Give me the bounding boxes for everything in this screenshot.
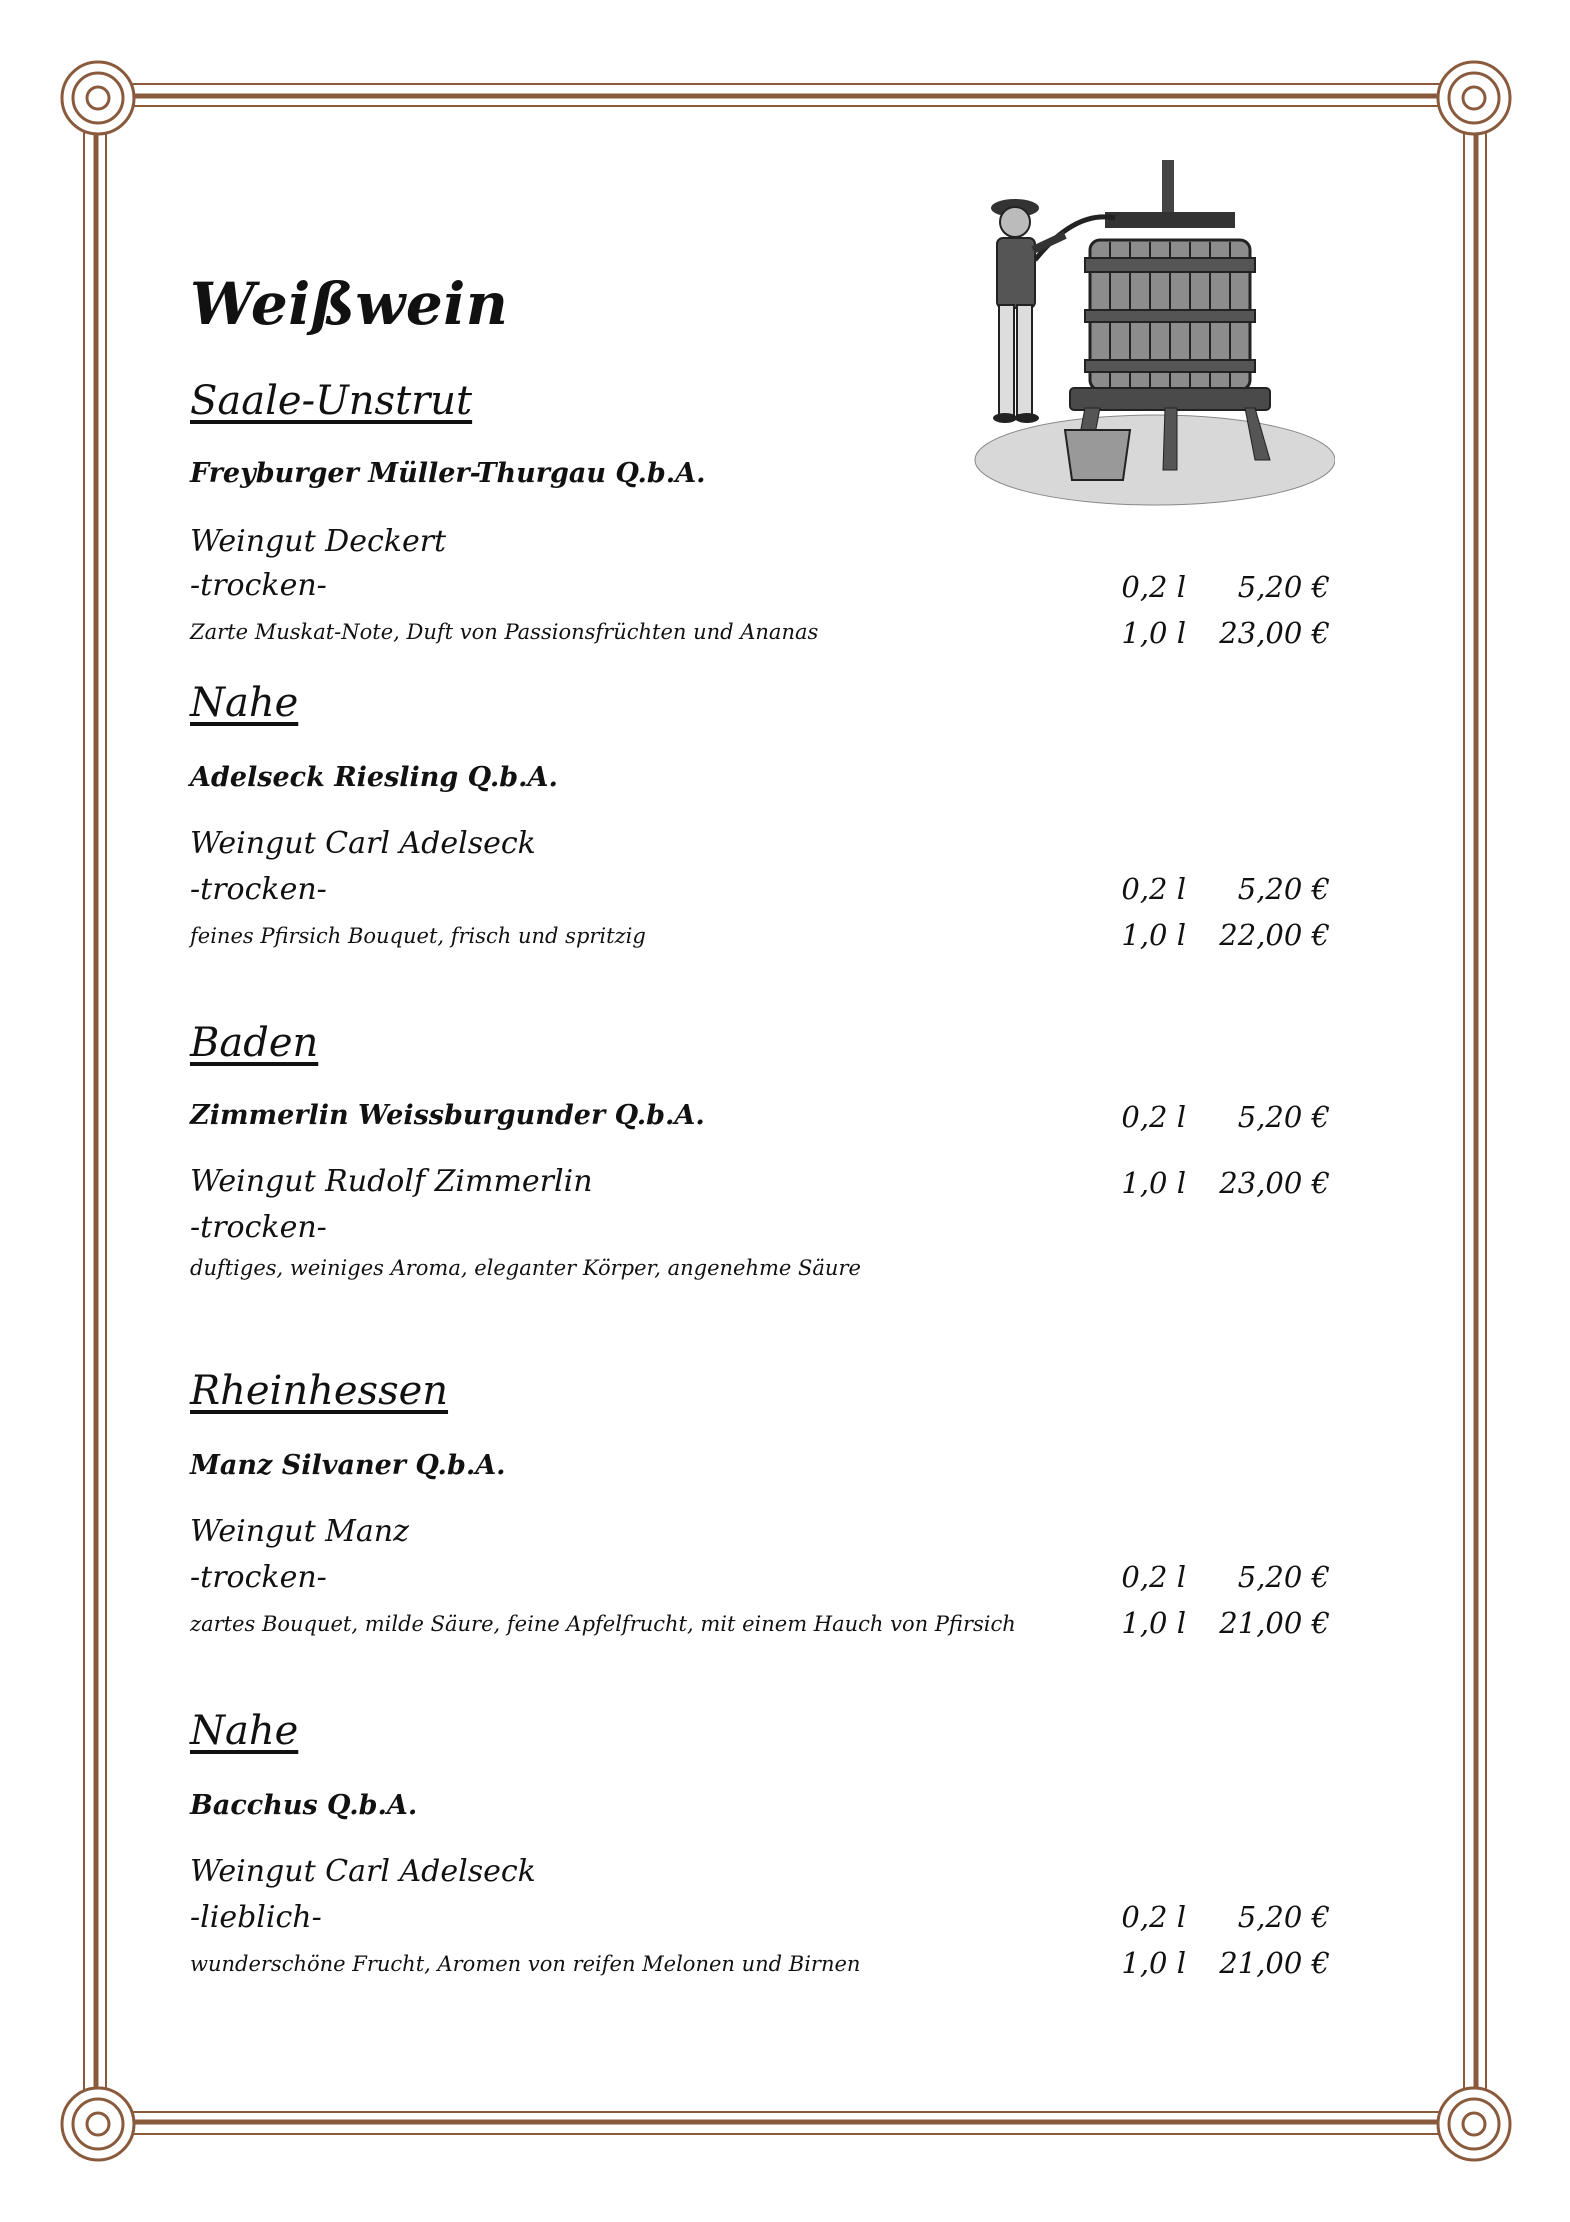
wine-name: Freyburger Müller-Thurgau Q.b.A. — [190, 458, 706, 489]
producer-name: Weingut Manz — [190, 1514, 409, 1549]
wine-style: -trocken- — [190, 568, 327, 603]
price-small: 5,20 € — [1237, 1900, 1330, 1934]
volume-small: 0,2 l — [1121, 1100, 1186, 1134]
volume-small: 0,2 l — [1121, 1560, 1186, 1594]
region-heading: Baden — [190, 1020, 319, 1066]
wine-style: -lieblich- — [190, 1900, 322, 1935]
volume-large: 1,0 l — [1121, 1946, 1186, 1980]
tasting-note: duftiges, weiniges Aroma, eleganter Körper, angenehme Säure — [190, 1256, 861, 1280]
volume-small: 0,2 l — [1121, 1900, 1186, 1934]
wine-style: -trocken- — [190, 1560, 327, 1595]
wine-name: Adelseck Riesling Q.b.A. — [190, 762, 558, 793]
volume-small: 0,2 l — [1121, 872, 1186, 906]
tasting-note: wunderschöne Frucht, Aromen von reifen Melonen und Birnen — [190, 1952, 861, 1976]
tasting-note: Zarte Muskat-Note, Duft von Passionsfrüchten und Ananas — [190, 620, 819, 644]
page-title: Weißwein — [190, 270, 509, 338]
producer-name: Weingut Carl Adelseck — [190, 826, 536, 861]
volume-small: 0,2 l — [1121, 570, 1186, 604]
price-large: 21,00 € — [1219, 1946, 1330, 1980]
volume-large: 1,0 l — [1121, 1166, 1186, 1200]
producer-name: Weingut Carl Adelseck — [190, 1854, 536, 1889]
region-heading: Rheinhessen — [190, 1368, 449, 1414]
region-heading: Saale-Unstrut — [190, 378, 473, 424]
price-small: 5,20 € — [1237, 1560, 1330, 1594]
producer-name: Weingut Deckert — [190, 524, 447, 559]
volume-large: 1,0 l — [1121, 616, 1186, 650]
tasting-note: feines Pfirsich Bouquet, frisch und spritzig — [190, 924, 646, 948]
region-heading: Nahe — [190, 680, 299, 726]
tasting-note: zartes Bouquet, milde Säure, feine Apfelfrucht, mit einem Hauch von Pfirsich — [190, 1612, 1016, 1636]
price-small: 5,20 € — [1237, 872, 1330, 906]
wine-name: Zimmerlin Weissburgunder Q.b.A. — [190, 1100, 705, 1131]
wine-style: -trocken- — [190, 1210, 327, 1245]
price-large: 22,00 € — [1219, 918, 1330, 952]
volume-large: 1,0 l — [1121, 918, 1186, 952]
price-small: 5,20 € — [1237, 570, 1330, 604]
price-large: 23,00 € — [1219, 616, 1330, 650]
price-large: 21,00 € — [1219, 1606, 1330, 1640]
price-large: 23,00 € — [1219, 1166, 1330, 1200]
region-heading: Nahe — [190, 1708, 299, 1754]
wine-name: Bacchus Q.b.A. — [190, 1790, 418, 1821]
wine-name: Manz Silvaner Q.b.A. — [190, 1450, 506, 1481]
producer-name: Weingut Rudolf Zimmerlin — [190, 1164, 593, 1199]
price-small: 5,20 € — [1237, 1100, 1330, 1134]
wine-style: -trocken- — [190, 872, 327, 907]
volume-large: 1,0 l — [1121, 1606, 1186, 1640]
